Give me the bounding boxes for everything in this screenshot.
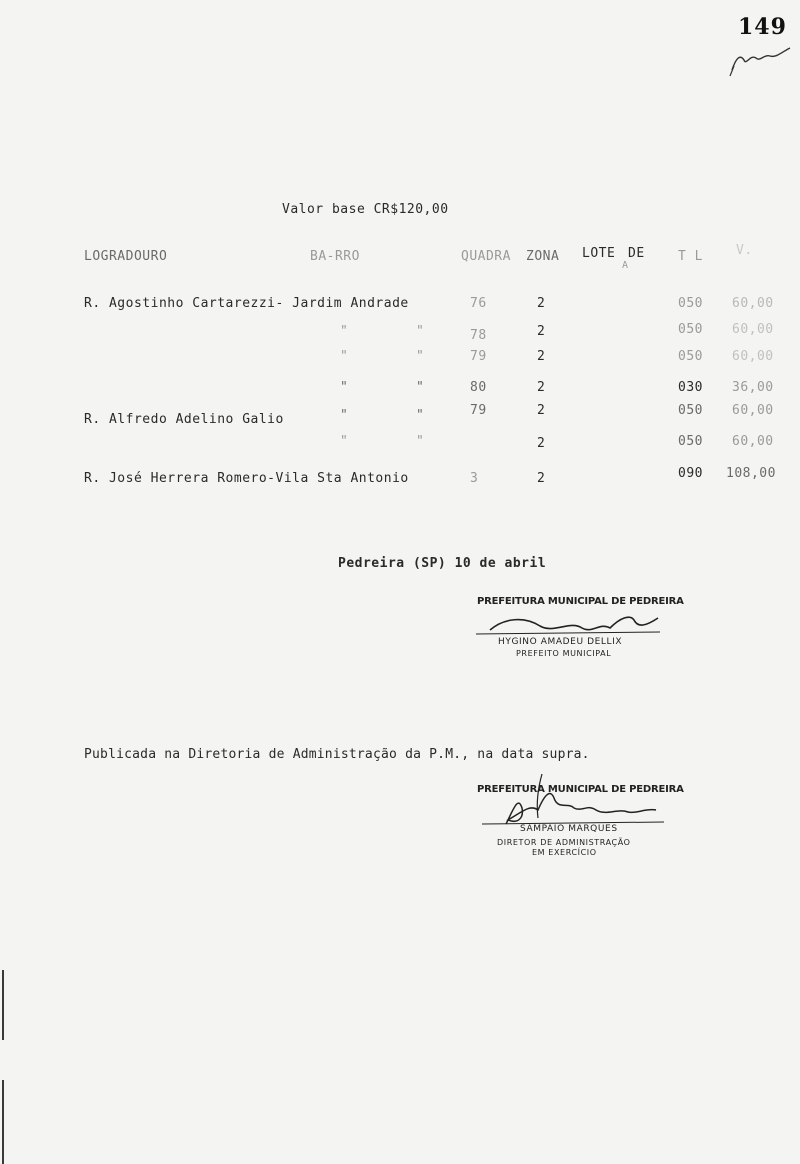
- row-tl: 050: [678, 349, 703, 364]
- row-tl: 050: [678, 403, 703, 418]
- row-bairro-ditto: ": [416, 349, 425, 364]
- row-tl: 050: [678, 434, 703, 449]
- col-logradouro: LOGRADOURO: [84, 249, 168, 264]
- row-zona: 2: [537, 349, 546, 364]
- scan-edge-mark: [2, 970, 4, 1040]
- row-valor: 108,00: [726, 466, 776, 481]
- row-valor: 60,00: [732, 322, 774, 337]
- row-tl: 090: [678, 466, 703, 481]
- row-zona: 2: [537, 436, 546, 451]
- row-tl: 030: [678, 380, 703, 395]
- row-logradouro: R. Agostinho Cartarezzi- Jardim Andrade: [84, 296, 409, 311]
- row-quadra: 79: [470, 403, 487, 418]
- row-bairro-ditto: ": [416, 324, 425, 339]
- row-bairro-ditto: ": [416, 408, 425, 423]
- stamp-title: PREFEITURA MUNICIPAL DE PEDREIRA: [477, 784, 684, 795]
- row-valor: 36,00: [732, 380, 774, 395]
- row-quadra: 3: [470, 471, 479, 486]
- row-bairro-ditto: ": [416, 380, 425, 395]
- signer-name: SAMPAIO MARQUES: [520, 824, 618, 834]
- row-bairro-ditto: ": [340, 434, 349, 449]
- col-de: DE: [628, 246, 645, 261]
- signature: [478, 768, 668, 830]
- row-valor: 60,00: [732, 403, 774, 418]
- scan-edge-mark: [2, 1080, 4, 1164]
- signature: [474, 608, 664, 638]
- row-logradouro: R. Alfredo Adelino Galio: [84, 412, 284, 427]
- date-line: Pedreira (SP) 10 de abril: [338, 556, 547, 571]
- signer-role-detail: EM EXERCÍCIO: [532, 848, 597, 857]
- publication-line: Publicada na Diretoria de Administração da P.M., na data supra.: [84, 747, 590, 762]
- row-zona: 2: [537, 471, 546, 486]
- col-de-sub: A: [622, 260, 629, 271]
- row-quadra: 79: [470, 349, 487, 364]
- row-logradouro: R. José Herrera Romero-Vila Sta Antonio: [84, 471, 409, 486]
- signer-role: PREFEITO MUNICIPAL: [516, 649, 612, 658]
- valor-base: Valor base CR$120,00: [282, 202, 449, 217]
- col-valor: V.: [736, 243, 753, 258]
- signer-name: HYGINO AMADEU DELLIX: [498, 637, 623, 647]
- row-tl: 050: [678, 322, 703, 337]
- row-zona: 2: [537, 324, 546, 339]
- row-valor: 60,00: [732, 296, 774, 311]
- row-quadra: 80: [470, 380, 487, 395]
- row-bairro-ditto: ": [340, 408, 349, 423]
- row-bairro-ditto: ": [416, 434, 425, 449]
- row-valor: 60,00: [732, 349, 774, 364]
- page-number: 149: [738, 14, 787, 40]
- row-quadra: 76: [470, 296, 487, 311]
- col-quadra: QUADRA: [461, 249, 511, 264]
- col-zona: ZONA: [526, 249, 560, 264]
- row-tl: 050: [678, 296, 703, 311]
- row-quadra: 78: [470, 328, 487, 343]
- row-bairro-ditto: ": [340, 349, 349, 364]
- col-tl: T L: [678, 249, 703, 264]
- row-zona: 2: [537, 403, 546, 418]
- row-bairro-ditto: ": [340, 380, 349, 395]
- stamp-title: PREFEITURA MUNICIPAL DE PEDREIRA: [477, 596, 684, 607]
- row-valor: 60,00: [732, 434, 774, 449]
- row-zona: 2: [537, 380, 546, 395]
- initials-mark: [726, 40, 800, 82]
- signer-role: DIRETOR DE ADMINISTRAÇÃO: [497, 838, 631, 847]
- col-lote: LOTE: [582, 246, 616, 261]
- col-bairro: BA-RRO: [310, 249, 360, 264]
- row-bairro-ditto: ": [340, 324, 349, 339]
- row-zona: 2: [537, 296, 546, 311]
